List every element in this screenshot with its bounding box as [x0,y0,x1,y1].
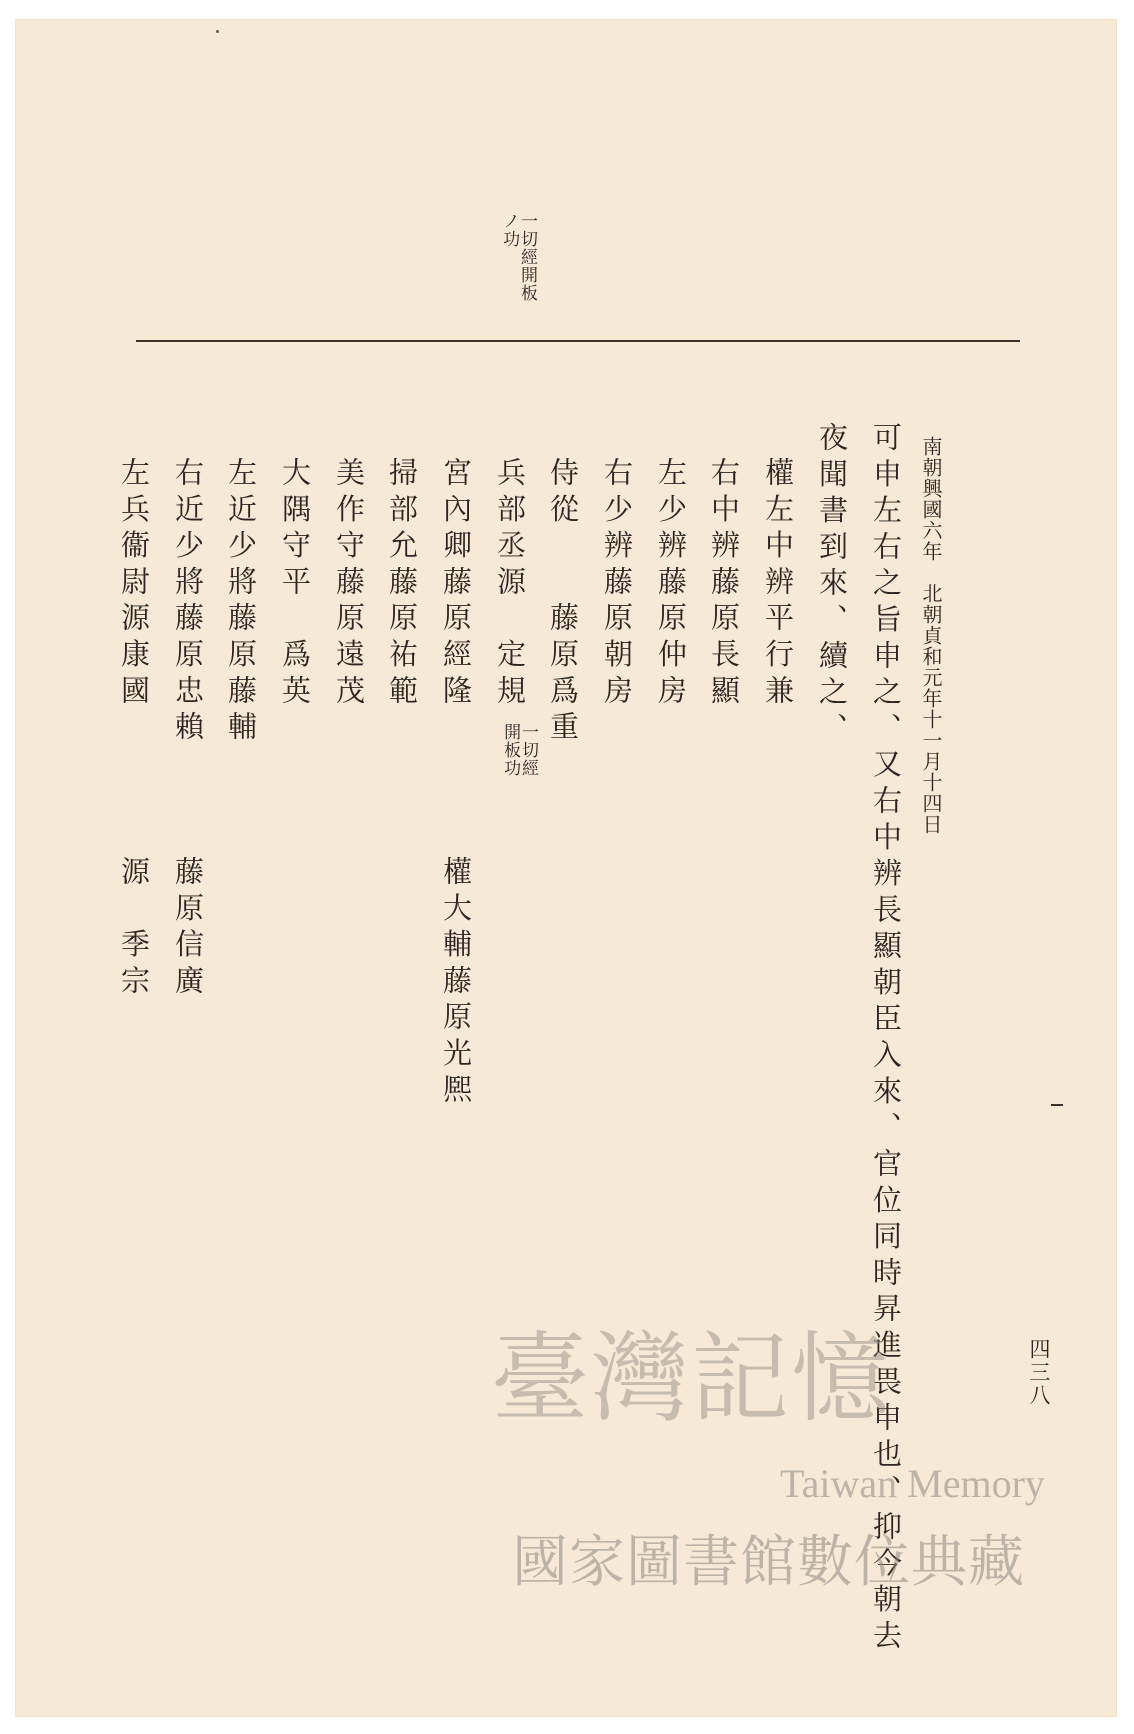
inline-note: 一切經開板功 [500,723,538,777]
appointment-line: 右中辨藤原長顯 [707,457,741,712]
watermark-library: 國家圖書館數位典藏 [512,1530,1025,1593]
lower-entry: 權大輔藤原光熈 [439,856,473,1111]
lower-entry: 源 季宗 [117,856,151,1002]
appointment-line: 大隅守平 爲英 [278,457,312,712]
appointment-line: 侍從 藤原爲重 [546,457,580,748]
appointment-line: 左少辨藤原仲房 [654,457,688,712]
running-head: 南朝興國六年 北朝貞和元年十一月十四日 [919,436,943,835]
header-rule [136,340,1020,342]
appointment-line: 美作守藤原遠茂 [332,457,366,712]
appointment-line: 宮內卿藤原經隆 [439,457,473,712]
appointment-line: 權左中辨平行兼 [761,457,795,712]
margin-note: 一切經開板ノ功 [499,212,537,302]
margin-dash [1051,1104,1063,1106]
appointment-line: 右近少將藤原忠賴 [171,457,205,748]
page-number: 四三八 [1027,1338,1051,1407]
body-line-1: 可申左右之旨申之、又右中辨長顯朝臣入來、官位同時昇進畏申也、抑今朝去 [869,422,903,1657]
watermark-english: Taiwan Memory [780,1461,1045,1506]
appointment-line: 左兵衞尉源康國 [117,457,151,712]
paper-speck [216,30,219,33]
appointment-line: 右少辨藤原朝房 [600,457,634,712]
lower-entry: 藤原信廣 [171,856,205,1002]
watermark-title: 臺灣記憶 [491,1322,892,1436]
appointment-line: 兵部丞源 定規 [493,457,527,712]
body-line-2: 夜聞書到來、續之、 [815,422,849,749]
appointment-line: 掃部允藤原祐範 [385,457,419,712]
appointment-line: 左近少將藤原藤輔 [224,457,258,748]
